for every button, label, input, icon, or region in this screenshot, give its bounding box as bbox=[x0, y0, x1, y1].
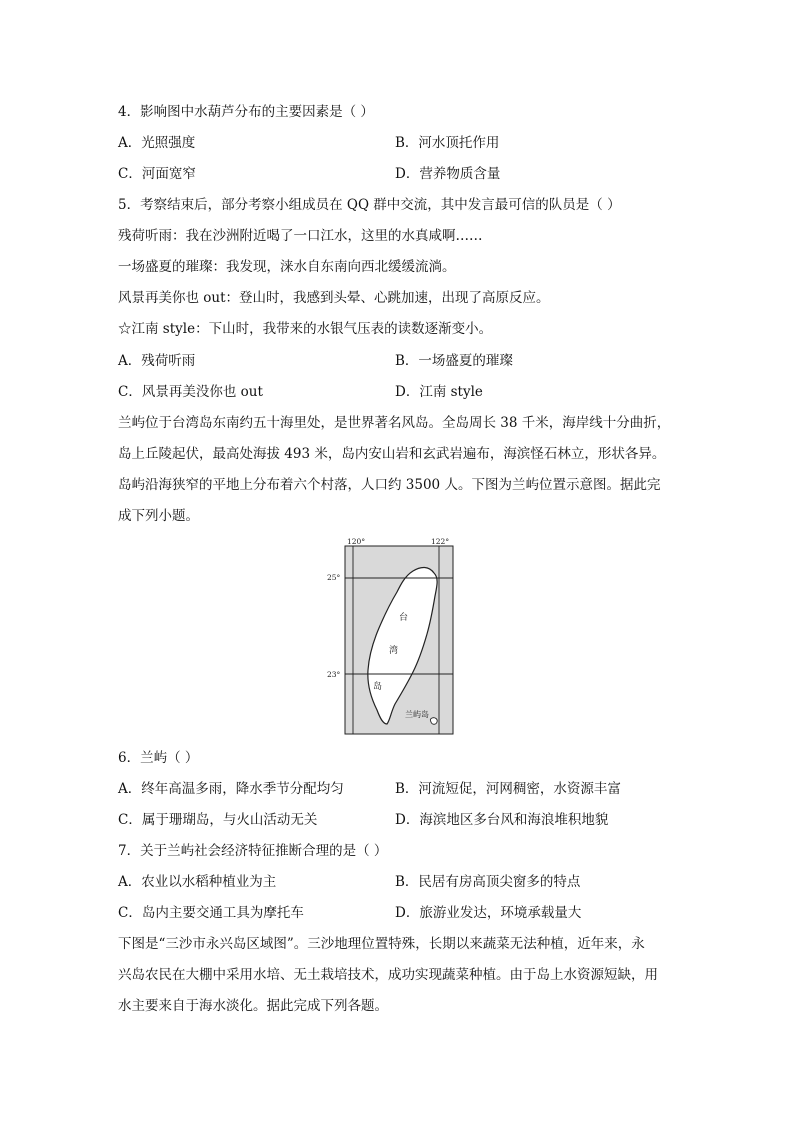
lon-label-122: 122° bbox=[431, 537, 450, 546]
lanyu-island-shape bbox=[430, 718, 437, 725]
chat-post-1: 残荷听雨：我在沙洲附近喝了一口江水，这里的水真咸啊…… bbox=[118, 228, 483, 244]
passage-lanyu-line-4: 成下列小题。 bbox=[118, 508, 199, 524]
passage-yongxing-line-2: 兴岛农民在大棚中采用水培、无土栽培技术，成功实现蔬菜种植。由于岛上水资源短缺，用 bbox=[118, 967, 658, 983]
question-4-stem: 4．影响图中水葫芦分布的主要因素是（ ） bbox=[118, 104, 374, 120]
lat-label-25: 25° bbox=[327, 573, 341, 582]
question-7-option-c[interactable]: C．岛内主要交通工具为摩托车 bbox=[118, 905, 304, 921]
question-5-option-d[interactable]: D．江南 style bbox=[395, 384, 483, 400]
question-6-option-a[interactable]: A．终年高温多雨，降水季节分配均匀 bbox=[118, 781, 344, 797]
island-label-char-2: 湾 bbox=[389, 646, 399, 656]
question-4-option-d[interactable]: D．营养物质含量 bbox=[395, 166, 501, 182]
question-7-stem: 7．关于兰屿社会经济特征推断合理的是（ ） bbox=[118, 843, 388, 859]
chat-post-2: 一场盛夏的璀璨：我发现，涞水自东南向西北缓缓流淌。 bbox=[118, 259, 456, 275]
question-6-option-d[interactable]: D．海滨地区多台风和海浪堆积地貌 bbox=[395, 812, 609, 828]
chat-post-4: ☆江南 style：下山时，我带来的水银气压表的读数逐渐变小。 bbox=[118, 321, 493, 337]
question-7-option-d[interactable]: D．旅游业发达，环境承载量大 bbox=[395, 905, 582, 921]
question-5-option-b[interactable]: B．一场盛夏的璀璨 bbox=[395, 353, 513, 369]
lat-label-23: 23° bbox=[327, 670, 341, 679]
passage-yongxing-line-1: 下图是“三沙市永兴岛区域图”。三沙地理位置特殊，长期以来蔬菜无法种植，近年来，永 bbox=[118, 936, 645, 952]
lon-label-120: 120° bbox=[347, 537, 366, 546]
lanyu-location-map bbox=[327, 537, 455, 736]
question-5-option-a[interactable]: A．残荷听雨 bbox=[118, 353, 196, 369]
passage-lanyu-line-2: 岛上丘陵起伏，最高处海拔 493 米，岛内安山岩和玄武岩遍布，海滨怪石林立，形状各异。 bbox=[118, 446, 666, 462]
lanyu-label: 兰屿岛 bbox=[405, 710, 429, 719]
passage-yongxing-line-3: 水主要来自于海水淡化。据此完成下列各题。 bbox=[118, 998, 388, 1014]
passage-lanyu-line-1: 兰屿位于台湾岛东南约五十海里处，是世界著名风岛。全岛周长 38 千米，海岸线十分曲折， bbox=[118, 415, 671, 431]
question-4-option-c[interactable]: C．河面宽窄 bbox=[118, 166, 196, 182]
question-5-option-c[interactable]: C．风景再美没你也 out bbox=[118, 384, 263, 400]
question-4-option-b[interactable]: B．河水顶托作用 bbox=[395, 135, 500, 151]
question-7-option-b[interactable]: B．民居有房高顶尖窗多的特点 bbox=[395, 874, 581, 890]
question-5-stem: 5．考察结束后，部分考察小组成员在 QQ 群中交流，其中发言最可信的队员是（ ） bbox=[118, 197, 621, 213]
question-4-option-a[interactable]: A．光照强度 bbox=[118, 135, 196, 151]
question-6-stem: 6．兰屿（ ） bbox=[118, 750, 199, 766]
question-6-option-b[interactable]: B．河流短促，河网稠密，水资源丰富 bbox=[395, 781, 621, 797]
island-label-char-1: 台 bbox=[399, 613, 409, 623]
passage-lanyu-line-3: 岛屿沿海狭窄的平地上分布着六个村落，人口约 3500 人。下图为兰屿位置示意图。据此完 bbox=[118, 477, 661, 493]
question-6-option-c[interactable]: C．属于珊瑚岛，与火山活动无关 bbox=[118, 812, 318, 828]
island-label-char-3: 岛 bbox=[373, 682, 383, 692]
chat-post-3: 风景再美你也 out：登山时，我感到头晕、心跳加速，出现了高原反应。 bbox=[118, 290, 550, 306]
question-7-option-a[interactable]: A．农业以水稻种植业为主 bbox=[118, 874, 277, 890]
